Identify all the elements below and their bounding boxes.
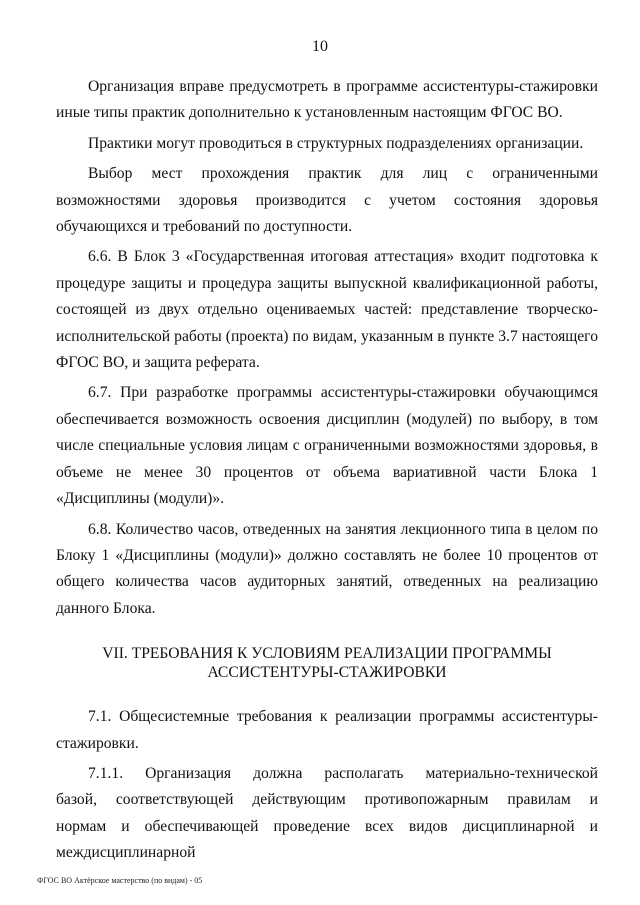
- paragraph-6-7: 6.7. При разработке программы ассистентуры-стажировки обучающимся обеспечивается возможность освоения дисциплин (модулей) по выбору, в том числе специальные условия лицам с ограниченными возможностями здоровья, в объеме не менее 30 процентов от объема вариативной части Блока 1 «Дисциплины (модули)».: [56, 384, 598, 508]
- section-heading-line-1: VII. ТРЕБОВАНИЯ К УСЛОВИЯМ РЕАЛИЗАЦИИ ПРОГРАММЫ: [102, 645, 552, 663]
- paragraph-6-6: 6.6. В Блок 3 «Государственная итоговая аттестация» входит подготовка к процедуре защиты и процедура защиты выпускной квалификационной работы, состоящей из двух отдельно оцениваемых частей: представление творческо-исполнительской работы (проекта) по видам, указанным в пункте 3.7 настоящего ФГОС ВО, и защита реферата.: [56, 248, 598, 372]
- paragraph-7-1-1: 7.1.1. Организация должна располагать материально-технической базой, соответствующей действующим противопожарным правилам и нормам и обеспечивающей проведение всех видов дисциплинарной и междисциплинарной: [56, 764, 598, 862]
- paragraph-6-8: 6.8. Количество часов, отведенных на занятия лекционного типа в целом по Блоку 1 «Дисциплины (модули)» должно составлять не более 10 процентов от общего количества часов аудиторных занятий, отведенных на реализацию данного Блока.: [56, 520, 598, 617]
- footer-document-code: ФГОС ВО Актёрское мастерство (по видам) - 05: [37, 876, 203, 885]
- section-heading-line-2: АССИСТЕНТУРЫ-СТАЖИРОВКИ: [207, 664, 447, 682]
- section-heading-vii: [56, 644, 598, 682]
- paragraph-practice-location: Практики могут проводиться в структурных подразделениях организации.: [88, 134, 584, 152]
- paragraph-practice-accessibility: Выбор мест прохождения практик для лиц с ограниченными возможностями здоровья производится с учетом состояния здоровья обучающихся и требований по доступности.: [56, 165, 598, 236]
- document-body: [56, 74, 598, 867]
- paragraph-7-1: 7.1. Общесистемные требования к реализации программы ассистентуры-стажировки.: [56, 708, 598, 752]
- page-number: 10: [312, 38, 328, 55]
- paragraph-practice-types: Организация вправе предусмотреть в программе ассистентуры-стажировки иные типы практик дополнительно к установленным настоящим ФГОС ВО.: [56, 78, 598, 122]
